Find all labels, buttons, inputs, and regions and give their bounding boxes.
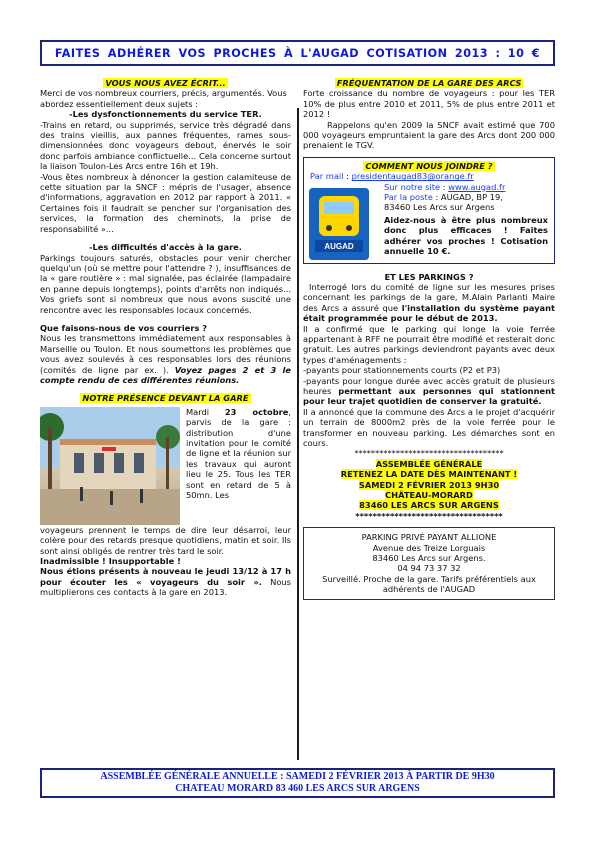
paragraph: -payants pour longue durée avec accès gratuit de plusieurs heures permettant aux personnes qui stationnent pour leur trajet quotidien de conserver la gratuité.: [303, 375, 555, 407]
footer-line1: ASSEMBLÉE GÉNÉRALE ANNUELLE : SAMEDI 2 FÉVRIER 2013 À PARTIR DE 9H30: [100, 771, 495, 782]
paragraph: Forte croissance du nombre de voyageurs : pour les TER 10% de plus entre 2010 et 2011, 5% de plus entre 2011 et 2012 !: [303, 88, 555, 120]
parking-info: Surveillé. Proche de la gare. Tarifs préférentiels aux adhérents de l'AUGAD: [322, 573, 536, 595]
subheading: -Les dysfonctionnements du service TER.: [69, 109, 262, 120]
contact-site-link[interactable]: www.augad.fr: [448, 181, 506, 192]
section-title-letters: VOUS NOUS AVEZ ÉCRIT...: [105, 78, 226, 88]
paragraph: -Vous êtes nombreux à dénoncer la gestion calamiteuse de cette situation par la SNCF : mépris de l'usager, absence d'informations, aggravation en 2012 par rapport à 2011. « Certaines fois il faudrait se pencher sur l'organisation des services, la formation des cheminots, la prise de responsabilité »...: [40, 171, 291, 234]
paragraph: voyageurs prennent le temps de dire leur désarroi, leur colère pour des retards presque quotidiens, matin et soir. Ils sont ainsi obligés de rentrer très tard le soir.: [40, 524, 291, 556]
contact-post-line: Par la poste : AUGAD, BP 19,: [384, 192, 503, 203]
parking-city: 83460 Les Arcs sur Argens.: [372, 553, 486, 564]
parking-phone: 04 94 73 37 32: [397, 563, 461, 574]
logo-text: AUGAD: [324, 241, 354, 251]
paragraph: Il a annoncé que la commune des Arcs a le projet d'acquérir un terrain de 8000m2 près de la voie ferrée pour le transformer en nouveau parking. Les démarches sont en cours.: [303, 406, 555, 448]
parking-address: Avenue des Treize Lorguais: [372, 542, 486, 553]
contact-title: COMMENT NOUS JOINDRE ?: [365, 160, 493, 171]
paragraph: Interrogé lors du comité de ligne sur les mesures prises concernant les parkings de la gare, M.Alain Parlanti Maire des Arcs a assuré que l'installation du système payant était programmée pour le début de 2013.: [303, 281, 555, 324]
footer-line2: CHATEAU MORARD 83 460 LES ARCS SUR ARGENS: [175, 783, 420, 794]
paragraph: Il a confirmé que le parking qui longe la voie ferrée appartenant à RFF ne pourrait être modifié et resterait donc gratuit. Les autres parkings deviendront payants avec deux types d'aménagements :: [303, 323, 555, 365]
contact-post-line2: 83460 Les Arcs sur Argens: [384, 202, 495, 213]
contact-mail-line: Par mail : presidentaugad83@orange.fr: [310, 171, 474, 182]
subheading: -Les difficultés d'accès à la gare.: [89, 242, 242, 253]
stars-divider: **********************************: [355, 510, 503, 521]
section-title-presence: NOTRE PRÉSENCE DEVANT LA GARE: [82, 393, 249, 404]
paragraph: -Trains en retard, ou supprimés, service très dégradé dans des trains vieillis, aux pannes fréquentes, rames sous-dimensionnées donc voyageurs debout, énervés le soir donc parfois ambiance conflictuelle... Cela concerne surtout la liaison Toulon-Les Arcs entre 16h et 19h.: [40, 119, 291, 172]
section-title-frequentation: FRÉQUENTATION DE LA GARE DES ARCS: [336, 78, 522, 88]
paragraph: Parkings toujours saturés, obstacles pour venir chercher quelqu'un (où se mettre pour l'attendre ? ), insuffisances de la « gare routière » : mal signalée, pas éclairée (lampadaire en panne depuis longtemps), points d'arrêts non indiqués... Vos griefs sont si nombreux que nous avons suscité une rencontre avec les responsables locaux concernés.: [40, 252, 291, 315]
paragraph: -payants pour stationnements courts (P2 et P3): [303, 365, 501, 376]
stars-divider: ************************************: [354, 448, 504, 459]
section-title-parkings: ET LES PARKINGS ?: [384, 271, 474, 282]
assembly-block: ASSEMBLÉE GÉNÉRALE RETENEZ LA DATE DÈS MAINTENANT ! SAMEDI 2 FÉVRIER 2013 9H30 CHÂTEAU-MORARD 83460 LES ARCS SUR ARGENS: [340, 458, 518, 511]
station-photo: [40, 407, 180, 525]
right-column: [303, 78, 555, 600]
parking-box: [303, 527, 555, 599]
section-title-courriers: Que faisons-nous de vos courriers ?: [40, 322, 208, 333]
contact-cta: Aidez-nous à être plus nombreux donc plus efficaces ! Faites adhérer vos proches ! Cotisation annuelle 10 €.: [384, 214, 548, 257]
paragraph: Rappelons qu'en 2009 la SNCF avait estimé que 700 000 voyageurs empruntaient la gare des Arcs dont 200 000 prenaient le TGV.: [303, 119, 555, 151]
paragraph: Merci de vos nombreux courriers, précis, argumentés. Vous abordez essentiellement deux sujets :: [40, 88, 287, 109]
emphasis: Inadmissible ! Insupportable !: [40, 556, 181, 566]
presence-side-text: Mardi 23 octobre, parvis de la gare : distribution d'une invitation pour le comité de ligne et la réunion sur les travaux qui auront lieu le 25. Tous les TER sont en retard de 5 à 50mn. Les: [186, 406, 291, 501]
contact-site-line: Sur notre site : www.augad.fr: [384, 181, 506, 192]
paragraph: Nous les transmettons immédiatement aux responsables à Marseille ou Toulon. Et nous soumettons les problèmes que vous avez soulevés à ces responsables lors des réunions (comités de ligne par ex. ). Voyez pages 2 et 3 le compte rendu de ces différentes réunions.: [40, 333, 291, 385]
left-column: [40, 78, 291, 598]
header-title: FAITES ADHÉRER VOS PROCHES À L'AUGAD COTISATION 2013 : 10 €: [54, 46, 541, 60]
augad-logo: [309, 188, 369, 260]
header-banner: [40, 40, 555, 66]
column-divider: [297, 108, 299, 760]
parking-name: PARKING PRIVÉ PAYANT ALLIONE: [361, 532, 497, 543]
contact-mail-link[interactable]: presidentaugad83@orange.fr: [351, 171, 474, 182]
footer-banner: [40, 768, 555, 798]
paragraph: Nous étions présents à nouveau le jeudi 13/12 à 17 h pour écouter les « voyageurs du soir ». Nous multiplierons ces contacts à la gare en 2013.: [40, 566, 291, 598]
contact-box: [303, 157, 555, 264]
